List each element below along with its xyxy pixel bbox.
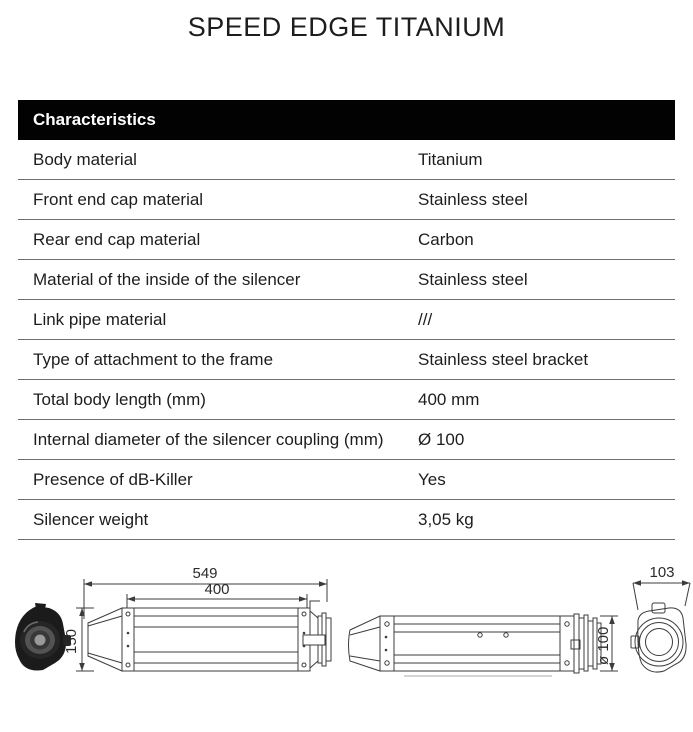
table-row	[18, 340, 675, 380]
silencer-side-view-reverse-drawing	[342, 585, 622, 697]
dimension-label-body-height: 150	[63, 628, 80, 654]
silencer-side-view-drawing	[62, 556, 338, 706]
spec-label: Rear end cap material	[33, 229, 201, 249]
spec-label: Presence of dB-Killer	[33, 469, 193, 489]
table-row	[18, 260, 675, 300]
dimension-label-overall-length: 549	[192, 565, 218, 582]
spec-label: Internal diameter of the silencer coupling (mm)	[33, 429, 384, 449]
spec-label: Silencer weight	[33, 509, 149, 529]
table-row	[18, 420, 675, 460]
characteristics-table	[18, 100, 675, 540]
spec-value: Stainless steel bracket	[418, 349, 589, 369]
silencer-body-outline	[88, 601, 331, 671]
spec-value: ///	[418, 309, 433, 329]
spec-label: Material of the inside of the silencer	[33, 269, 301, 289]
page-title: SPEED EDGE TITANIUM	[187, 12, 506, 42]
dimension-label-body-length: 400	[204, 581, 230, 598]
spec-value: Stainless steel	[418, 269, 528, 289]
spec-label: Link pipe material	[33, 309, 167, 329]
dimension-label-rear-width: 103	[649, 564, 675, 581]
dimension-400	[127, 581, 307, 608]
table-header	[18, 100, 675, 140]
spec-label: Type of attachment to the frame	[33, 349, 274, 369]
spec-value: Titanium	[418, 149, 483, 169]
spec-value: Ø 100	[418, 429, 465, 449]
spec-label: Body material	[33, 149, 137, 169]
spec-value: 3,05 kg	[418, 509, 474, 529]
technical-drawings	[0, 548, 693, 718]
spec-value: Yes	[418, 469, 446, 489]
spec-value: Carbon	[418, 229, 474, 249]
table-row	[18, 180, 675, 220]
dimension-label-coupling-diameter: ø 100	[595, 626, 612, 665]
dimension-150	[63, 608, 94, 671]
table-row	[18, 380, 675, 420]
table-row	[18, 220, 675, 260]
table-row	[18, 500, 675, 540]
spec-label: Front end cap material	[33, 189, 204, 209]
silencer-body-outline	[349, 614, 602, 676]
table-row	[18, 460, 675, 500]
spec-value: 400 mm	[418, 389, 480, 409]
rear-cap-outline	[631, 603, 686, 672]
spec-value: Stainless steel	[418, 189, 528, 209]
silencer-rear-view-drawing	[624, 556, 693, 706]
table-header-label: Characteristics	[33, 110, 156, 129]
table-row	[18, 300, 675, 340]
dimension-coupling-diameter	[595, 616, 618, 671]
spec-label: Total body length (mm)	[33, 389, 206, 409]
table-row	[18, 140, 675, 180]
